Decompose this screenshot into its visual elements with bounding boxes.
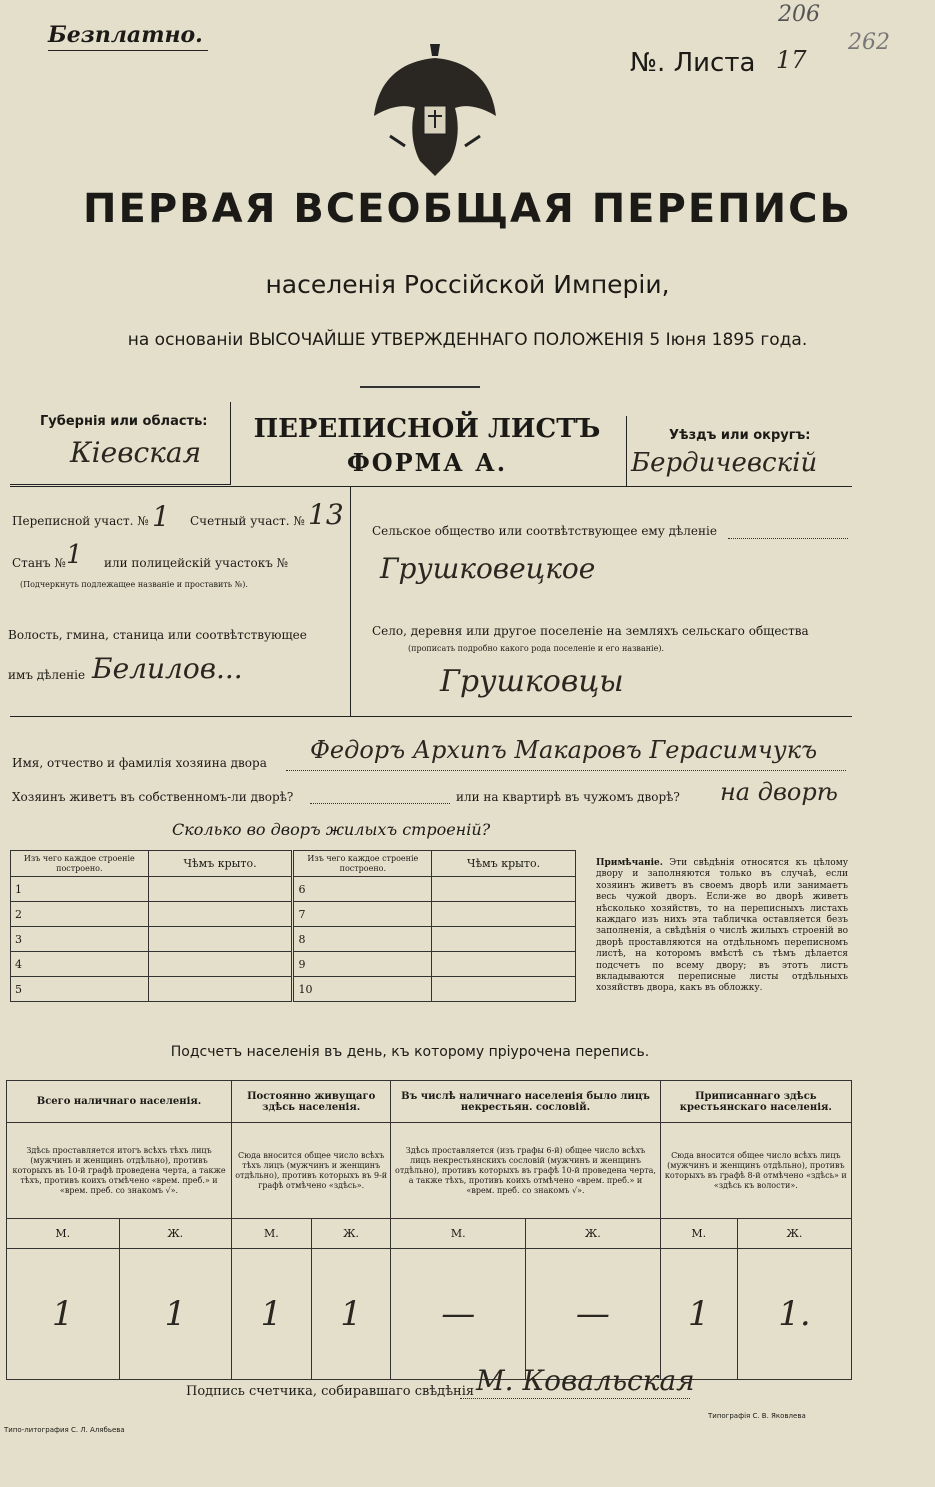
owner-lives-or: или на квартирѣ въ чужомъ дворѣ? xyxy=(456,790,680,804)
owner-name-value: Федоръ Архипъ Макаровъ Герасимчукъ xyxy=(310,736,818,764)
guberniya-box xyxy=(10,402,231,485)
build-row-9: 9 xyxy=(293,952,432,977)
volost-value: Белилов... xyxy=(92,652,243,685)
sheet-number-label: №. Листа xyxy=(630,48,756,78)
selo-value: Грушковцы xyxy=(440,664,624,699)
build-row-3: 3 xyxy=(11,927,149,952)
count-val-4m: 1 xyxy=(660,1249,737,1380)
form-label: ФОРМА А. xyxy=(346,448,508,477)
count-m-1: М. xyxy=(7,1219,120,1249)
build-row-4: 4 xyxy=(11,952,149,977)
guberniya-value: Кіевская xyxy=(70,436,202,469)
sheet-number-value: 17 xyxy=(776,46,807,74)
schet-label: Счетный участ. № xyxy=(190,514,305,528)
count-col1-desc: Здѣсь проставляется итогъ всѣхъ тѣхъ лицъ (мужчинъ и женщинъ отдѣльно), противъ которыхъ въ 10-й графѣ проведена черта, а также тѣхъ, противъ коихъ отмѣчено «врем. преб.» и «врем. преб. со знакомъ √». xyxy=(7,1123,232,1219)
schet-value: 13 xyxy=(308,498,344,531)
selo-label: Село, деревня или другое поселеніе на земляхъ сельскаго общества xyxy=(372,624,809,638)
volost-label-2: имъ дѣленіе xyxy=(8,668,86,682)
signature-value: М. Ковальская xyxy=(476,1364,695,1397)
owner-name-line xyxy=(286,770,846,771)
note-block xyxy=(596,858,848,995)
imperial-eagle-emblem xyxy=(370,36,500,186)
count-zh-1: Ж. xyxy=(119,1219,232,1249)
count-m-4: М. xyxy=(660,1219,737,1249)
count-zh-3: Ж. xyxy=(526,1219,661,1249)
basis-line: на основаніи ВЫСОЧАЙШЕ УТВЕРЖДЕННАГО ПОЛОЖЕНІЯ 5 Іюня 1895 года. xyxy=(127,330,808,350)
build-h2-left: Чѣмъ крыто. xyxy=(148,851,293,877)
stan-label: Станъ № xyxy=(12,556,66,570)
note-title: Примѣчаніе. xyxy=(596,858,663,868)
stan-value: 1 xyxy=(66,540,83,570)
corner-number-2: 262 xyxy=(848,30,890,55)
build-row-8: 8 xyxy=(293,927,432,952)
guberniya-label: Губернія или область: xyxy=(40,414,208,429)
obshchestvo-label: Сельское общество или соотвѣтствующее ему дѣленіе xyxy=(372,524,717,538)
free-underline xyxy=(48,50,208,51)
build-row-6: 6 xyxy=(293,877,432,902)
count-val-3m: — xyxy=(391,1249,526,1380)
count-zh-4: Ж. xyxy=(737,1219,851,1249)
owner-lives-label: Хозяинъ живетъ въ собственномъ-ли дворѣ? xyxy=(12,790,294,804)
count-val-3z: — xyxy=(526,1249,661,1380)
count-col3-desc: Здѣсь проставляется (изъ графы 6-й) общее число всѣхъ лицъ некрестьянскихъ сословій (мужчинъ и женщинъ отдѣльно), противъ которыхъ въ графѣ 10-й проведена черта, а также тѣхъ, противъ коихъ отмѣчено «врем. преб.» и «врем. преб. со знакомъ √». xyxy=(391,1123,660,1219)
build-h2-right: Чѣмъ крыто. xyxy=(432,851,576,877)
count-val-4z: 1. xyxy=(737,1249,851,1380)
subtitle: населенія Россійской Имперіи, xyxy=(265,270,670,299)
count-table xyxy=(6,1080,852,1380)
count-col2-desc: Сюда вносится общее число всѣхъ тѣхъ лицъ (мужчинъ и женщинъ отдѣльно), противъ которыхъ въ 9-й графѣ отмѣчено «здѣсь». xyxy=(232,1123,391,1219)
ornament-divider xyxy=(360,386,480,388)
note-text: Эти свѣдѣнія относятся къ цѣлому двору и заполняются только въ случаѣ, если хозяинъ живетъ въ своемъ дворѣ или занимаетъ весь чужой дворъ. Если-же во дворѣ живетъ нѣсколько хозяйствъ, то на переписныхъ листахъ каждаго изъ нихъ эта табличка оставляется безъ заполненія, а свѣдѣнія о числѣ жилыхъ строеній во дворѣ проставляются на отдѣльномъ переписномъ листѣ, на которомъ вмѣстѣ съ тѣмъ дѣлается подсчетъ по всему двору; въ этотъ листъ вкладываются переписные листы отдѣльныхъ хозяйствъ двора, какъ въ обложку. xyxy=(596,858,848,994)
stan-note: (Подчеркнуть подлежащее названіе и проставить №). xyxy=(20,580,248,589)
main-title: ПЕРВАЯ ВСЕОБЩАЯ ПЕРЕПИСЬ xyxy=(83,186,852,232)
build-h1-left: Изъ чего каждое строеніе построено. xyxy=(11,851,149,877)
build-row-10: 10 xyxy=(293,977,432,1002)
perep-label: Переписной участ. № xyxy=(12,514,149,528)
owner-name-label: Имя, отчество и фамилія хозяина двора xyxy=(12,756,267,770)
count-val-1z: 1 xyxy=(119,1249,232,1380)
owner-lives-value: на дворѣ xyxy=(720,778,838,806)
count-m-2: М. xyxy=(232,1219,312,1249)
build-row-1: 1 xyxy=(11,877,149,902)
count-col1-head: Всего наличнаго населенія. xyxy=(7,1081,232,1123)
obshchestvo-value: Грушковецкое xyxy=(380,552,596,585)
count-col2-head: Постоянно живущаго здѣсь населенія. xyxy=(232,1081,391,1123)
signature-label: Подпись счетчика, собиравшаго свѣдѣнія xyxy=(186,1384,475,1399)
perep-value: 1 xyxy=(152,500,170,533)
count-m-3: М. xyxy=(391,1219,526,1249)
uezd-label: Уѣздъ или округъ: xyxy=(669,428,811,443)
build-h1-right: Изъ чего каждое строеніе построено. xyxy=(293,851,432,877)
corner-number-1: 206 xyxy=(778,2,820,27)
uezd-value: Бердичевскій xyxy=(631,448,818,478)
buildings-table xyxy=(10,850,576,1002)
sheet-title-block xyxy=(232,414,622,477)
sheet-title: ПЕРЕПИСНОЙ ЛИСТЪ xyxy=(253,414,601,444)
count-title: Подсчетъ населенія въ день, къ которому пріурочена перепись. xyxy=(170,1044,650,1060)
uezd-box xyxy=(626,416,851,487)
count-val-2z: 1 xyxy=(311,1249,391,1380)
build-row-7: 7 xyxy=(293,902,432,927)
signature-line xyxy=(460,1398,690,1399)
section-divider xyxy=(350,486,351,716)
count-zh-2: Ж. xyxy=(311,1219,391,1249)
count-col3-head: Въ числѣ наличнаго населенія было лицъ некрестьян. сословій. xyxy=(391,1081,660,1123)
stan-or-label: или полицейскій участокъ № xyxy=(104,556,289,570)
build-row-5: 5 xyxy=(11,977,149,1002)
volost-label: Волость, гмина, станица или соотвѣтствующее xyxy=(8,628,307,642)
section-bottom-rule xyxy=(10,716,852,717)
section-top-rule xyxy=(10,486,852,487)
count-val-2m: 1 xyxy=(232,1249,312,1380)
printer-right: Типографія С. В. Яковлева xyxy=(708,1412,806,1420)
owner-lives-line xyxy=(310,803,450,804)
count-col4-desc: Сюда вносится общее число всѣхъ лицъ (мужчинъ и женщинъ отдѣльно), противъ которыхъ въ графѣ 8-й отмѣчено «здѣсь» и «здѣсь къ волости». xyxy=(660,1123,851,1219)
printer-left: Типо-литография С. Л. Алябьева xyxy=(4,1426,125,1434)
free-label: Безплатно. xyxy=(48,22,203,48)
count-val-1m: 1 xyxy=(7,1249,120,1380)
obshchestvo-line xyxy=(728,538,848,539)
build-row-2: 2 xyxy=(11,902,149,927)
count-col4-head: Приписаннаго здѣсь крестьянскаго населенія. xyxy=(660,1081,851,1123)
selo-note: (прописать подробно какого рода поселеніе и его названіе). xyxy=(408,644,664,653)
buildings-question: Сколько во дворъ жилыхъ строеній? xyxy=(172,820,491,839)
